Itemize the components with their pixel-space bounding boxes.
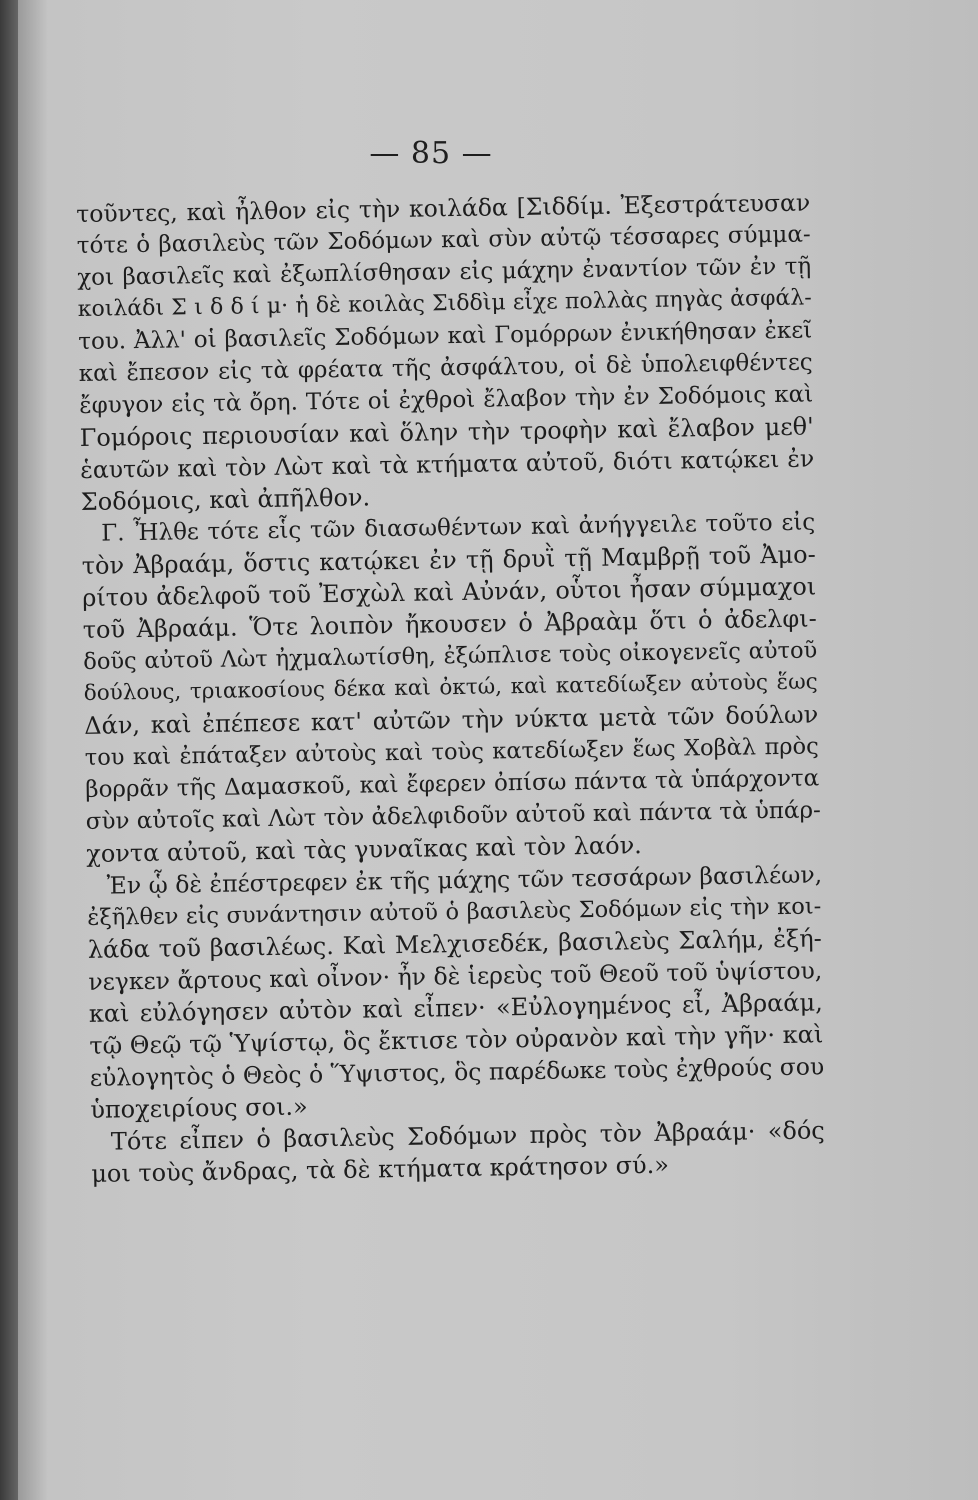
text-line: καὶ ἔπεσον εἰς τὰ φρέατα τῆς ἀσφάλτου, οἱ δὲ ὑπολειφθέντες	[78, 349, 813, 387]
text-line: ὑποχειρίους σοι.»	[90, 1092, 308, 1124]
text-line: τοῦ Ἀβραάμ. Ὅτε λοιπὸν ἤκουσεν ὁ Ἀβραὰμ ὅτι ὁ ἀδελφι-	[82, 604, 817, 644]
text-line: εὐλογητὸς ὁ Θεὸς ὁ Ὕψιστος, ὃς παρέδωκε τοὺς ἐχθρούς σου	[89, 1052, 825, 1092]
text-line: κοιλάδι Σ ι δ δ ί μ· ἡ δὲ κοιλὰς Σιδδὶμ εἶχε πολλὰς πηγὰς ἀσφάλ-	[77, 285, 812, 322]
text-line: ἑαυτῶν καὶ τὸν Λὼτ καὶ τὰ κτήματα αὐτοῦ, διότι κατῴκει ἐν	[80, 444, 815, 484]
text-line: νεγκεν ἄρτους καὶ οἶνον· ἦν δὲ ἱερεὺς τοῦ Θεοῦ τοῦ ὑψίστου,	[88, 956, 823, 996]
text-line: τῷ Θεῷ τῷ Ὑψίστῳ, ὃς ἔκτισε τὸν οὐρανὸν καὶ τὴν γῆν· καὶ	[89, 1020, 824, 1060]
text-line: Γομόροις περιουσίαν καὶ ὅλην τὴν τροφὴν καὶ ἔλαβον μεθ'	[79, 412, 814, 452]
page-number: — 85 —	[369, 136, 493, 171]
text-line: σὺν αὐτοῖς καὶ Λὼτ τὸν ἀδελφιδοῦν αὐτοῦ καὶ πάντα τὰ ὑπάρ-	[85, 797, 821, 835]
text-line: τότε ὁ βασιλεὺς τῶν Σοδόμων καὶ σὺν αὐτῷ τέσσαρες σύμμα-	[76, 221, 811, 259]
text-line: Σοδόμοις, καὶ ἀπῆλθον.	[80, 483, 371, 516]
text-line: δοῦς αὐτοῦ Λὼτ ἠχμαλωτίσθη, ἐξώπλισε τοὺς οἰκογενεῖς αὐτοῦ	[83, 637, 818, 675]
text-line: ἔφυγον εἰς τὰ ὄρη. Τότε οἱ ἐχθροὶ ἔλαβον τὴν ἐν Σοδόμοις καὶ	[79, 381, 814, 419]
text-line: χοι βασιλεῖς καὶ ἐξωπλίσθησαν εἰς μάχην ἐναντίον τῶν ἐν τῇ	[77, 253, 812, 291]
text-line: τοῦντες, καὶ ἦλθον εἰς τὴν κοιλάδα [Σιδδίμ. Ἐξεστράτευσαν	[76, 188, 811, 228]
text-line: Τότε εἶπεν ὁ βασιλεὺς Σοδόμων πρὸς τὸν Ἀβραάμ· «δός	[110, 1116, 825, 1156]
text-line: λάδα τοῦ βασιλέως. Καὶ Μελχισεδέκ, βασιλεὺς Σαλήμ, ἐξή-	[87, 924, 822, 964]
text-line: χοντα αὐτοῦ, καὶ τὰς γυναῖκας καὶ τὸν λαόν.	[86, 831, 643, 868]
text-line: ρίτου ἀδελφοῦ τοῦ Ἐσχὼλ καὶ Αὐνάν, οὗτοι ἦσαν σύμμαχοι	[82, 572, 817, 612]
text-line: βορρᾶν τῆς Δαμασκοῦ, καὶ ἔφερεν ὀπίσω πάντα τὰ ὑπάρχοντα	[85, 765, 820, 803]
text-line: μοι τοὺς ἄνδρας, τὰ δὲ κτήματα κράτησον σύ.»	[91, 1150, 670, 1188]
text-line: καὶ εὐλόγησεν αὐτὸν καὶ εἶπεν· «Εὐλογημένος εἶ, Ἀβραάμ,	[88, 988, 823, 1028]
book-page	[18, 0, 978, 1500]
text-line: Δάν, καὶ ἐπέπεσε κατ' αὐτῶν τὴν νύκτα μετὰ τῶν δούλων	[84, 700, 819, 740]
text-line: ἐξῆλθεν εἰς συνάντησιν αὐτοῦ ὁ βασιλεὺς Σοδόμων εἰς τὴν κοι-	[87, 893, 822, 931]
text-line: δούλους, τριακοσίους δέκα καὶ ὀκτώ, καὶ κατεδίωξεν αὐτοὺς ἕως	[83, 669, 818, 706]
text-line: τὸν Ἀβραάμ, ὅστις κατῴκει ἐν τῇ δρυῒ τῇ Μαμβρῇ τοῦ Ἀμο-	[81, 540, 816, 580]
body-text	[76, 186, 825, 1189]
book-gutter-shadow	[0, 0, 20, 1500]
text-line: του. Ἀλλ' οἱ βασιλεῖς Σοδόμων καὶ Γομόρρων ἐνικήθησαν ἐκεῖ	[78, 317, 813, 355]
text-line: Ἐν ᾧ δὲ ἐπέστρεφεν ἐκ τῆς μάχης τῶν τεσσάρων βασιλέων,	[106, 860, 823, 900]
text-line: του καὶ ἐπάταξεν αὐτοὺς καὶ τοὺς κατεδίωξεν ἕως Χοβὰλ πρὸς	[84, 733, 819, 771]
text-line: Γ. Ἦλθε τότε εἷς τῶν διασωθέντων καὶ ἀνήγγειλε τοῦτο εἰς	[101, 509, 816, 547]
